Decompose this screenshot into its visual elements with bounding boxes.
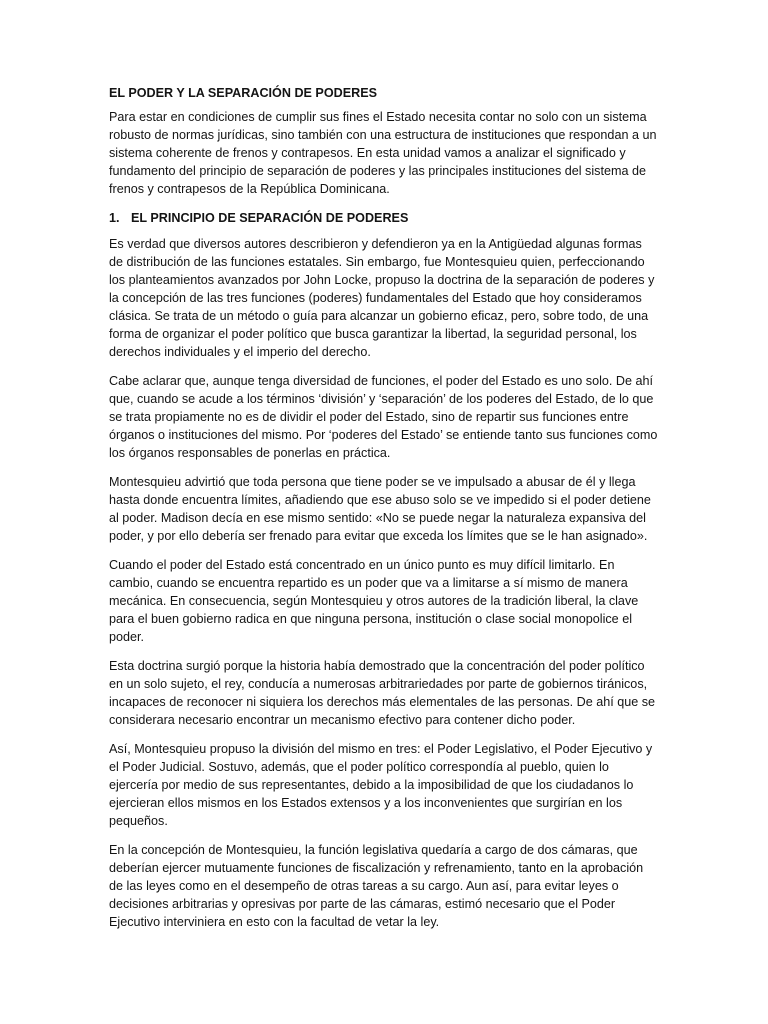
body-paragraph: Es verdad que diversos autores describieron y defendieron ya en la Antigüedad algunas formas de distribución de las funciones estatales. Sin embargo, fue Montesquieu quien, perfeccionando los planteamientos avanzados por John Locke, propuso la doctrina de la separación de poderes y la concepción de las tres funciones (poderes) fundamentales del Estado que hoy consideramos clásica. Se trata de un método o guía para alcanzar un gobierno eficaz, pero, sobre todo, de una forma de organizar el poder político que busca garantizar la libertad, la seguridad personal, los derechos individuales y el imperio del derecho. <box>109 237 655 359</box>
section-title: EL PRINCIPIO DE SEPARACIÓN DE PODERES <box>131 211 409 225</box>
body-paragraph: Así, Montesquieu propuso la división del mismo en tres: el Poder Legislativo, el Poder Ejecutivo y el Poder Judicial. Sostuvo, además, que el poder político correspondía al pueblo, quien lo ejercería por medio de sus representantes, debido a la imposibilidad de que los ciudadanos lo ejercieran ellos mismos en los Estados extensos y a los inconvenientes que surgirían en los pequeños. <box>109 742 653 828</box>
body-paragraph: Cabe aclarar que, aunque tenga diversidad de funciones, el poder del Estado es uno solo. De ahí que, cuando se acude a los términos ‘división’ y ‘separación’ de los poderes del Estado, de lo que se trata propiamente no es de dividir el poder del Estado, sino de repartir sus funciones entre órganos o instituciones del mismo. Por ‘poderes del Estado’ se entiende tanto sus funciones como los órganos responsables de ponerlas en práctica. <box>109 374 658 460</box>
body-paragraph: Esta doctrina surgió porque la historia había demostrado que la concentración del poder político en un solo sujeto, el rey, conducía a numerosas arbitrariedades por parte de gobiernos tiránicos, incapaces de reconocer ni siquiera los derechos más elementales de las personas. De ahí que se considerara necesario encontrar un mecanismo efectivo para contener dicho poder. <box>109 659 656 727</box>
intro-paragraph: Para estar en condiciones de cumplir sus fines el Estado necesita contar no solo con un sistema robusto de normas jurídicas, sino también con una estructura de instituciones que respondan a un sistema coherente de frenos y contrapesos. En esta unidad vamos a analizar el significado y fundamento del principio de separación de poderes y las principales instituciones del sistema de frenos y contrapesos de la República Dominicana. <box>109 110 657 196</box>
document-title: EL PODER Y LA SEPARACIÓN DE PODERES <box>109 86 378 100</box>
document-body <box>109 84 659 942</box>
section-number: 1. <box>109 211 120 225</box>
body-paragraph: Cuando el poder del Estado está concentrado en un único punto es muy difícil limitarlo. En cambio, cuando se encuentra repartido es un poder que va a limitarse a sí mismo de manera mecánica. En consecuencia, según Montesquieu y otros autores de la tradición liberal, la clave para el buen gobierno radica en que ninguna persona, institución o clase social monopolice el poder. <box>109 558 639 644</box>
body-paragraph: Montesquieu advirtió que toda persona que tiene poder se ve impulsado a abusar de él y llega hasta donde encuentra límites, añadiendo que ese abuso solo se ve impedido si el poder detiene al poder. Madison decía en ese mismo sentido: «No se puede negar la naturaleza expansiva del poder, y por ello debería ser frenado para evitar que exceda los límites que se le han asignado». <box>109 475 651 543</box>
body-paragraph: En la concepción de Montesquieu, la función legislativa quedaría a cargo de dos cámaras, que deberían ejercer mutuamente funciones de fiscalización y refrenamiento, tanto en la aprobación de las leyes como en el desempeño de otras tareas a su cargo. Aun así, para evitar leyes o decisiones arbitrarias y opresivas por parte de las cámaras, estimó necesario que el Poder Ejecutivo interviniera en esto con la facultad de vetar la ley. <box>109 843 644 929</box>
section-heading <box>109 209 659 227</box>
